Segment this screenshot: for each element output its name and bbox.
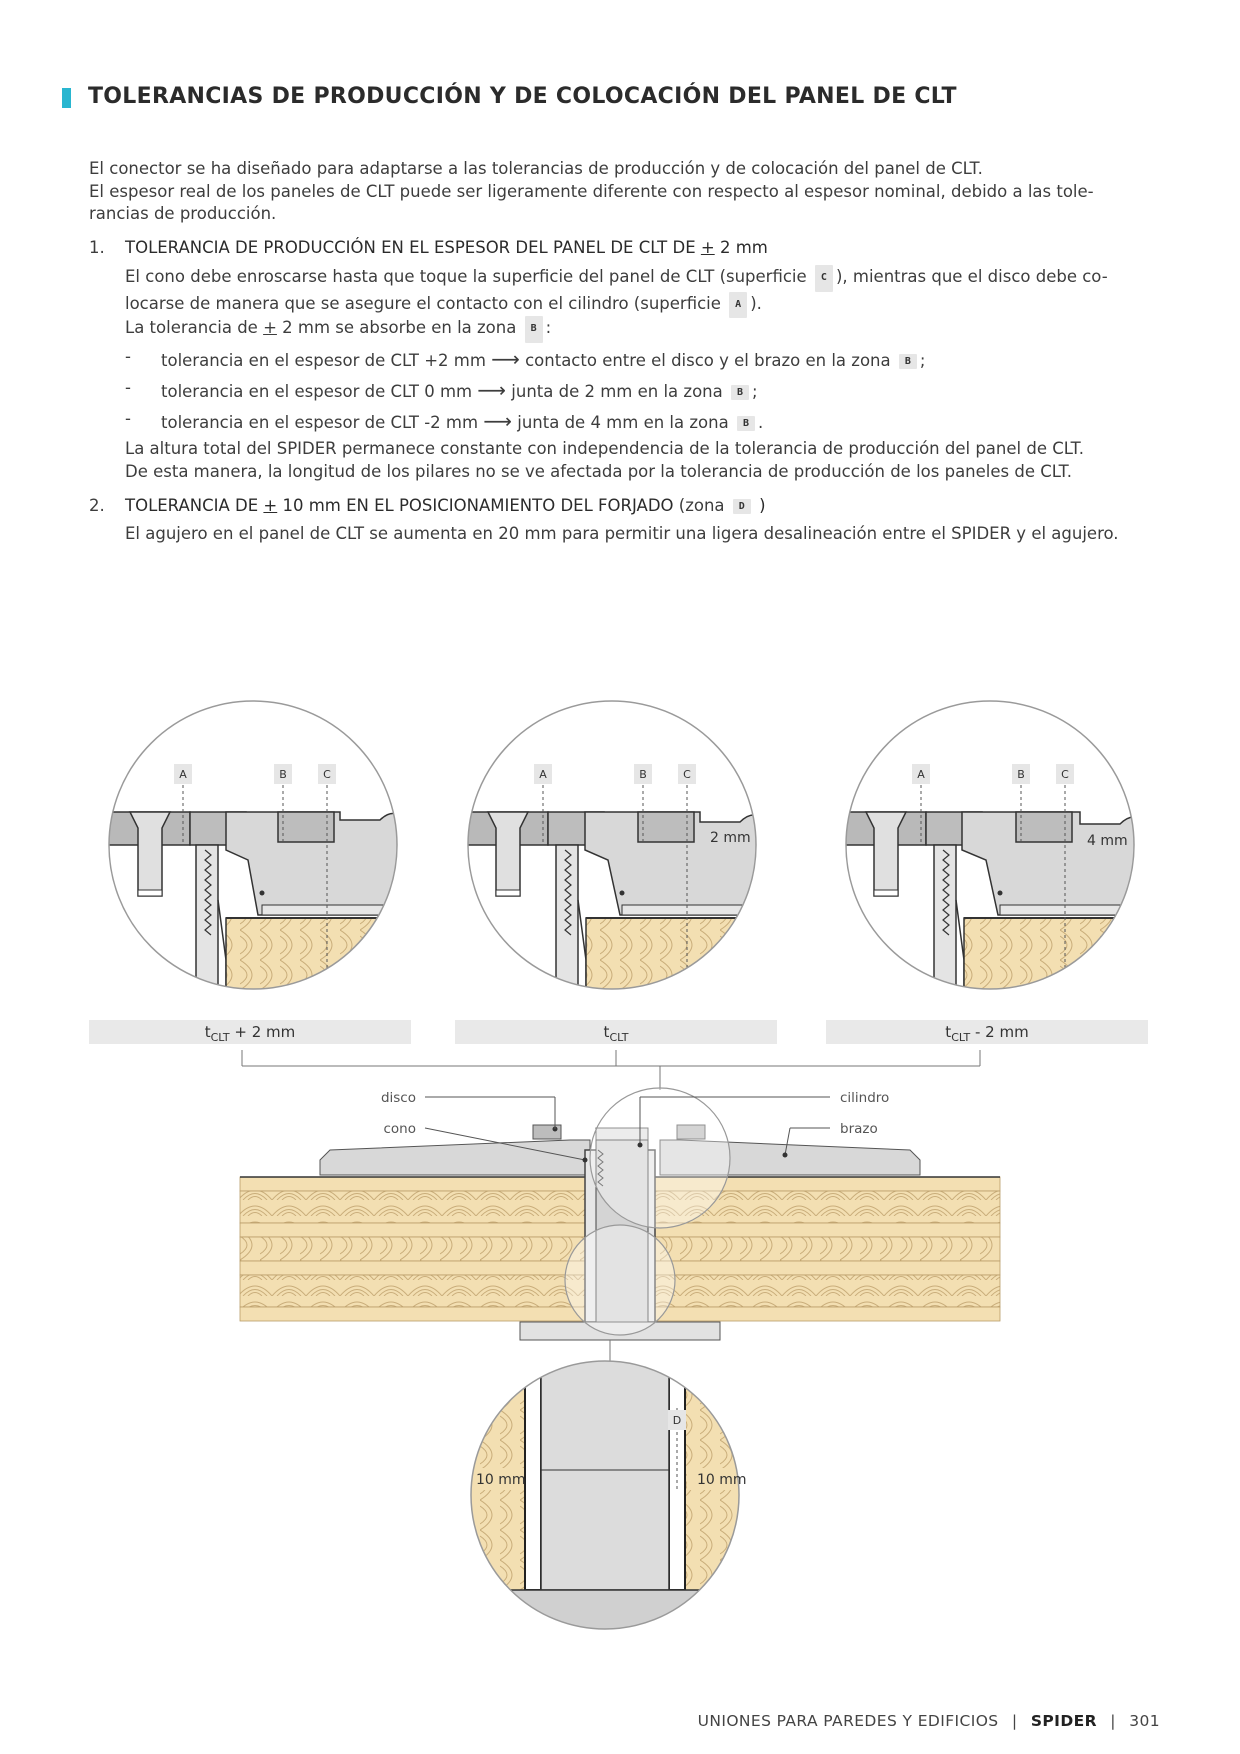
arrow-right-icon: ⟶ <box>477 378 507 402</box>
label-main: t <box>204 1023 211 1041</box>
badge-c-text: C <box>1061 768 1069 781</box>
connector-bracket <box>242 1050 980 1090</box>
text-fragment: 2 mm se absorbe en la zona <box>276 318 522 337</box>
footer-brand: SPIDER <box>1030 1712 1097 1730</box>
callout-cono: cono <box>383 1121 416 1137</box>
section-2-title-post: 10 mm EN EL POSICIONAMIENTO DEL FORJADO <box>277 496 674 515</box>
badge-a: A <box>729 292 747 319</box>
callout-cilindro: cilindro <box>840 1090 890 1106</box>
intro-line-3: rancias de producción. <box>89 204 277 223</box>
label-main: t <box>603 1023 610 1041</box>
text-line: La altura total del SPIDER permanece constante con independencia de la tolerancia de producción del panel de CLT. <box>125 439 1085 458</box>
label-sub: CLT <box>951 1031 971 1044</box>
text-fragment: La tolerancia de <box>125 318 264 337</box>
text-line: De esta manera, la longitud de los pilares no se ve afectada por la tolerancia de producción de los paneles de CLT. <box>125 461 1073 481</box>
bullet-dash: - <box>125 347 131 366</box>
text-fragment: ). <box>750 293 762 313</box>
badge-a-text: A <box>539 768 547 781</box>
callout-disco: disco <box>380 1090 416 1106</box>
detail-circle-nominal <box>460 690 786 1008</box>
text-fragment: junta de 4 mm en la zona <box>512 413 734 432</box>
section-1-title-post: 2 mm <box>714 238 768 257</box>
main-section-view <box>240 1088 1000 1340</box>
badge-b: B <box>731 385 749 400</box>
text-fragment: ; <box>919 351 926 370</box>
footer-separator: | <box>1011 1712 1018 1730</box>
label-sub: CLT <box>210 1031 230 1044</box>
badge-a-text: A <box>917 768 925 781</box>
page-number: 301 <box>1129 1712 1160 1730</box>
gap-label-left-10mm: 10 mm <box>476 1472 526 1488</box>
text-fragment: : <box>545 318 552 337</box>
badge-b: B <box>899 354 917 369</box>
label-sub: CLT <box>609 1031 629 1044</box>
callout-brazo: brazo <box>840 1121 878 1137</box>
badge-d: D <box>733 499 751 514</box>
plus-minus-sign: + <box>263 318 277 337</box>
text-fragment: locarse de manera que se asegure el contacto con el cilindro (superficie <box>125 293 727 313</box>
plus-minus-sign: + <box>700 238 715 257</box>
text-fragment: ), mientras que el disco debe co- <box>835 267 1108 286</box>
text-fragment: El cono debe enroscarse hasta que toque la superficie del panel de CLT (superficie <box>125 267 812 286</box>
badge-a-text: A <box>179 768 187 781</box>
text-fragment: (zona <box>673 496 730 515</box>
bullet-dash: - <box>125 409 131 428</box>
detail-circle-positioning <box>464 1360 747 1630</box>
section-1-number: 1. <box>89 238 105 257</box>
gap-label-right-10mm: 10 mm <box>697 1472 747 1488</box>
section-1-title-pre: TOLERANCIA DE PRODUCCIÓN EN EL ESPESOR DEL PANEL DE CLT DE <box>125 238 701 257</box>
detail-circle-minus-2 <box>840 690 1164 1008</box>
text-fragment: ) <box>753 496 766 515</box>
badge-b: B <box>737 416 755 431</box>
text-fragment: tolerancia en el espesor de CLT 0 mm <box>161 382 478 401</box>
footer-section: UNIONES PARA PAREDES Y EDIFICIOS <box>697 1712 999 1730</box>
intro-line-1: El conector se ha diseñado para adaptarse a las tolerancias de producción y de colocación del panel de CLT. <box>89 159 983 178</box>
text-fragment: junta de 2 mm en la zona <box>506 382 728 401</box>
plus-minus-sign: + <box>263 496 278 515</box>
badge-d-text: D <box>672 1414 682 1427</box>
section-2-paragraph: El agujero en el panel de CLT se aumenta en 20 mm para permitir una ligera desalineación entre el SPIDER y el agujero. <box>125 524 1119 543</box>
page-title: TOLERANCIAS DE PRODUCCIÓN Y DE COLOCACIÓN DEL PANEL DE CLT <box>88 84 957 109</box>
badge-b-text: B <box>279 768 287 781</box>
gap-label-2mm: 2 mm <box>710 830 751 846</box>
section-2-number: 2. <box>89 496 105 515</box>
intro-line-2: El espesor real de los paneles de CLT puede ser ligeramente diferente con respecto al espesor nominal, debido a las tole- <box>89 181 1094 201</box>
arrow-right-icon: ⟶ <box>483 409 512 433</box>
badge-c-text: C <box>323 768 331 781</box>
text-fragment: contacto entre el disco y el brazo en la zona <box>519 351 896 370</box>
label-main: t <box>945 1023 952 1041</box>
label-suffix: - 2 mm <box>970 1023 1029 1041</box>
section-2-title-pre: TOLERANCIA DE <box>125 496 264 515</box>
badge-b-text: B <box>1017 768 1025 781</box>
arrow-right-icon: ⟶ <box>491 347 520 371</box>
badge-c-text: C <box>683 768 691 781</box>
text-fragment: ; <box>752 382 758 401</box>
bullet-dash: - <box>125 378 131 397</box>
page-footer <box>698 1712 1160 1730</box>
text-fragment: . <box>757 413 764 432</box>
badge-b: B <box>525 316 543 343</box>
footer-separator: | <box>1110 1712 1116 1730</box>
badge-c: C <box>815 265 833 292</box>
text-fragment: tolerancia en el espesor de CLT +2 mm <box>161 351 492 370</box>
label-suffix: + 2 mm <box>229 1023 296 1041</box>
gap-label-4mm: 4 mm <box>1087 833 1128 849</box>
badge-b-text: B <box>639 768 647 781</box>
text-fragment: tolerancia en el espesor de CLT -2 mm <box>161 413 484 432</box>
detail-circle-plus-2 <box>100 690 426 1008</box>
